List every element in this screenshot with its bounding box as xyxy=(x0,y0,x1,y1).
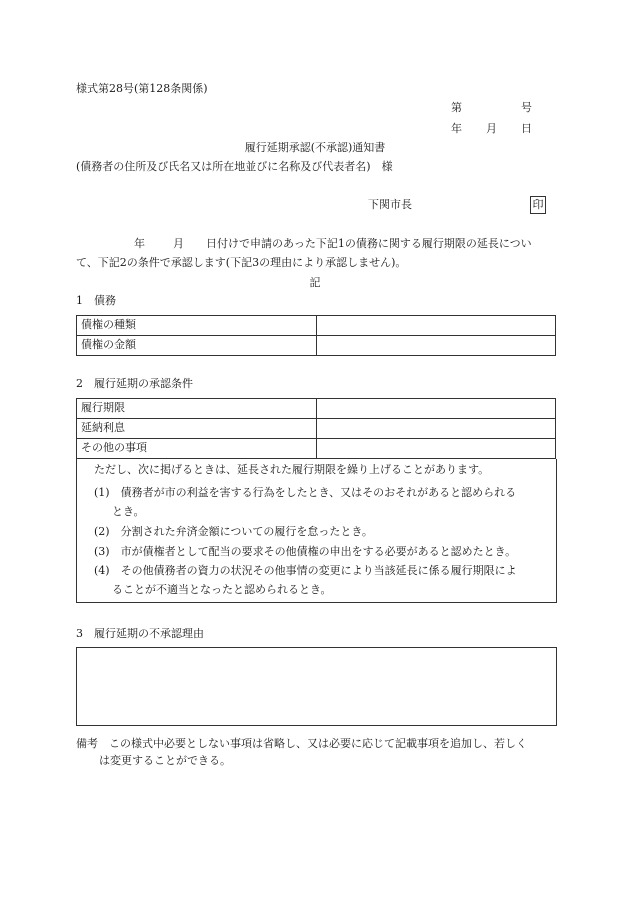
deferred-interest-label: 延納利息 xyxy=(77,419,317,439)
remarks-line2: は変更することができる。 xyxy=(99,754,231,767)
section2-heading: 2 履行延期の承認条件 xyxy=(76,377,193,390)
date-day: 日 xyxy=(521,122,532,135)
debt-type-value[interactable] xyxy=(317,316,556,336)
issuer: 下関市長 xyxy=(368,198,412,211)
addressee: (債務者の住所及び氏名又は所在地並びに名称及び代表者名) 様 xyxy=(76,160,393,173)
approval-conditions-table xyxy=(76,398,556,459)
table-row xyxy=(77,316,556,336)
conditions-intro: ただし、次に掲げるときは、延長された履行期限を繰り上げることがあります。 xyxy=(94,463,490,476)
table-row xyxy=(77,399,556,419)
table-row xyxy=(77,419,556,439)
condition-3: (3) 市が債権者として配当の要求その他債権の申出をする必要があると認めたとき。 xyxy=(94,545,517,558)
condition-4-cont: ることが不適当となったと認められるとき。 xyxy=(112,583,332,596)
rejection-reason-box[interactable] xyxy=(76,647,557,726)
body-line1: 日付けで申請のあった下記1の債務に関する履行期限の延長につい xyxy=(206,237,532,250)
debt-amount-label: 債権の金額 xyxy=(77,336,317,356)
body-line2: て、下記2の条件で承認します(下記3の理由により承認しません)。 xyxy=(76,256,407,269)
debt-type-label: 債権の種類 xyxy=(77,316,317,336)
condition-1-cont: とき。 xyxy=(112,505,145,518)
due-date-value[interactable] xyxy=(317,399,556,419)
condition-1: (1) 債務者が市の利益を害する行為をしたとき、又はそのおそれがあると認められる xyxy=(94,486,517,499)
other-matters-value[interactable] xyxy=(317,439,556,459)
doc-number-go: 号 xyxy=(521,101,532,114)
document-title: 履行延期承認(不承認)通知書 xyxy=(244,141,386,154)
form-number: 様式第28号(第128条関係) xyxy=(76,82,208,95)
table-row xyxy=(77,336,556,356)
body-month: 月 xyxy=(173,237,184,250)
body-year: 年 xyxy=(134,237,145,250)
section1-heading: 1 債務 xyxy=(76,294,116,307)
doc-number-dai: 第 xyxy=(451,101,462,114)
seal-stamp-mark: 印 xyxy=(530,196,546,214)
date-month: 月 xyxy=(486,122,497,135)
condition-4: (4) その他債務者の資力の状況その他事情の変更により当該延長に係る履行期限によ xyxy=(94,564,517,577)
conditions-box xyxy=(76,459,557,603)
condition-2: (2) 分割された弁済金額についての履行を怠ったとき。 xyxy=(94,525,373,538)
deferred-interest-value[interactable] xyxy=(317,419,556,439)
ki-heading: 記 xyxy=(309,276,321,289)
section3-heading: 3 履行延期の不承認理由 xyxy=(76,627,204,640)
debt-amount-value[interactable] xyxy=(317,336,556,356)
date-year: 年 xyxy=(451,122,462,135)
remarks-line1: 備考 この様式中必要としない事項は省略し、又は必要に応じて記載事項を追加し、若しく xyxy=(76,737,527,750)
debt-table xyxy=(76,315,556,356)
other-matters-label: その他の事項 xyxy=(77,439,317,459)
table-row xyxy=(77,439,556,459)
due-date-label: 履行期限 xyxy=(77,399,317,419)
